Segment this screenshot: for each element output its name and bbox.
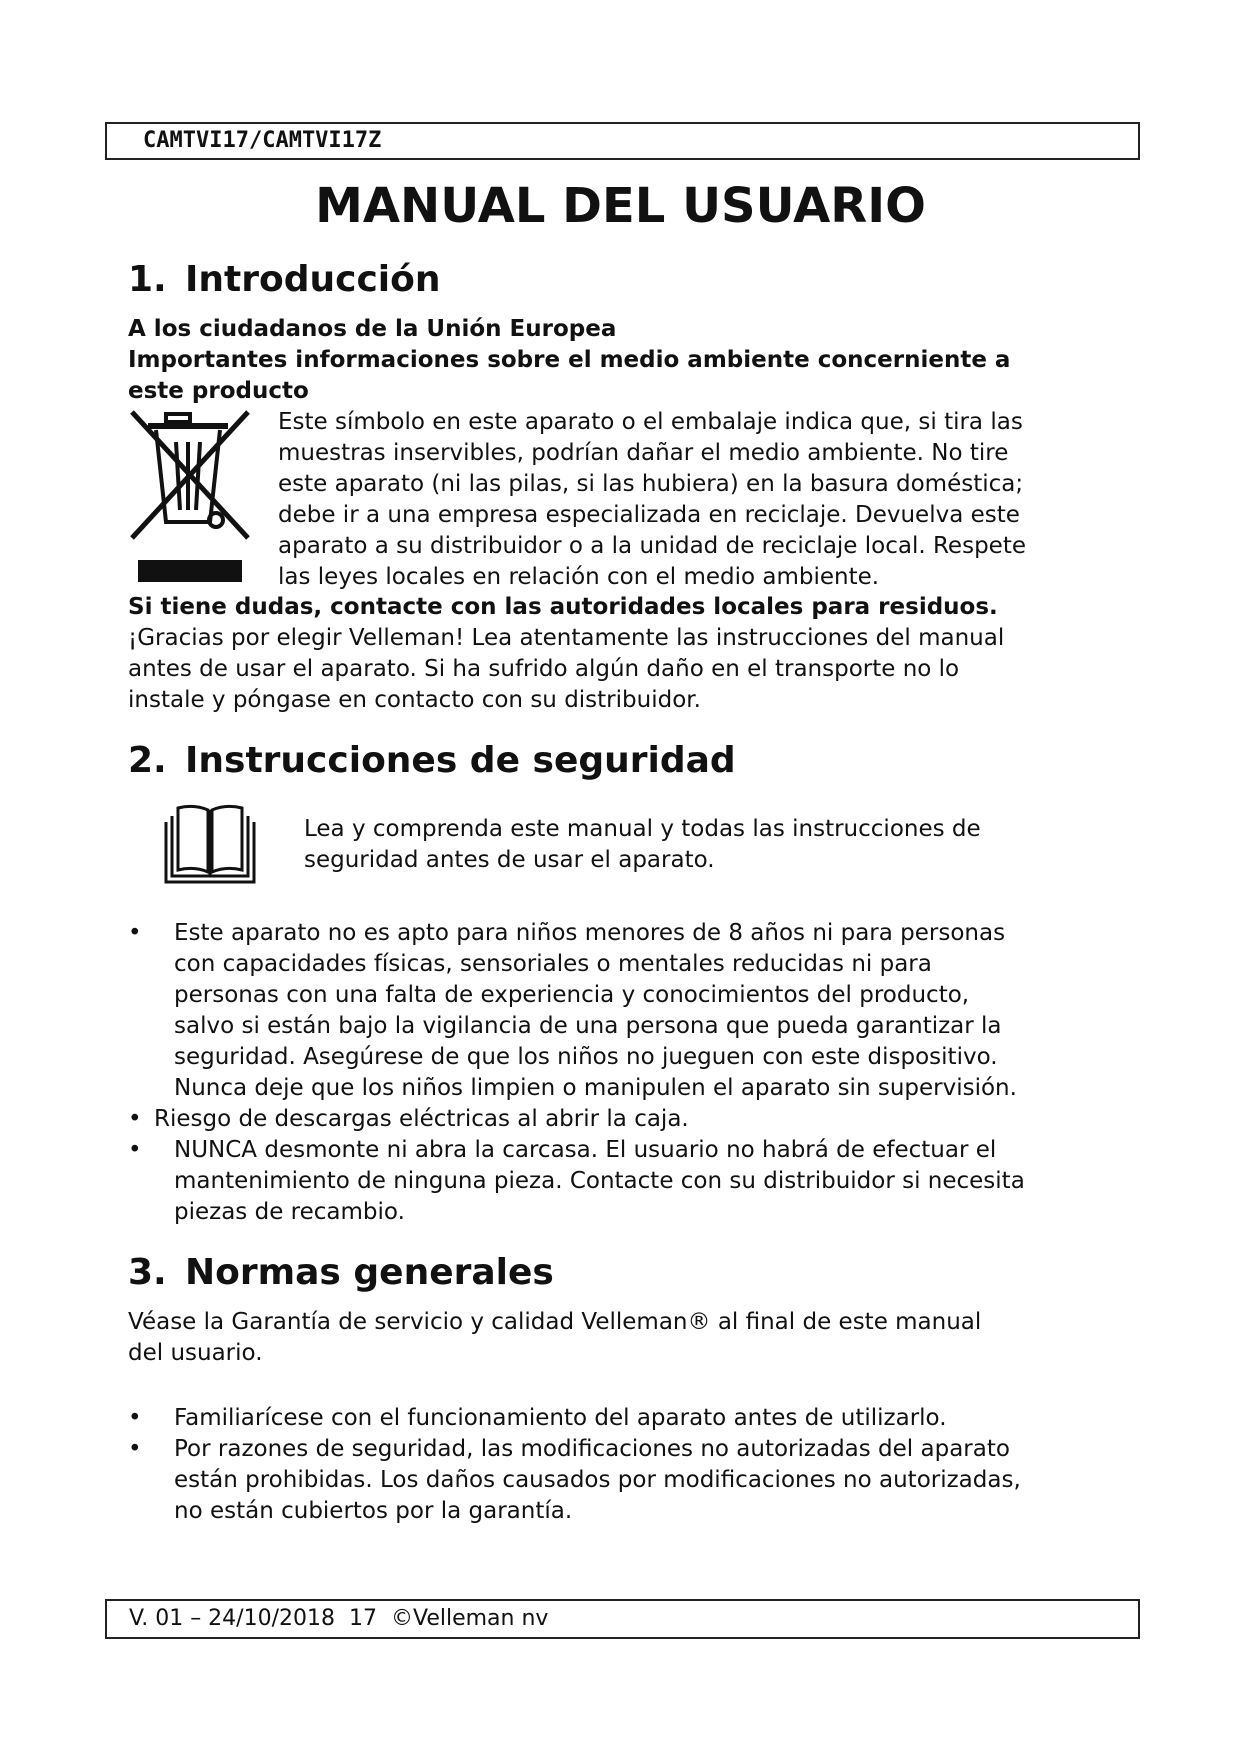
eu-heading: A los ciudadanos de la Unión Europea [128, 316, 617, 342]
section-1-number: 1. [128, 259, 167, 300]
page-number: 17 [348, 1606, 377, 1631]
section-1-title: Introducción [185, 259, 441, 300]
footer-version: V. 01 – 24/10/2018 [129, 1606, 335, 1631]
bullet-icon: • [128, 1106, 142, 1132]
weee-line: debe ir a una empresa especializada en reciclaje. Devuelva este [278, 502, 1020, 528]
section-2-title: Instrucciones de seguridad [185, 740, 736, 781]
read-manual-book-icon [158, 802, 262, 886]
bullet-icon: • [128, 1436, 142, 1462]
bullet-line: Riesgo de descargas eléctricas al abrir la caja. [154, 1106, 689, 1132]
bullet-line: con capacidades físicas, sensoriales o mentales reducidas ni para [174, 951, 932, 977]
section-3-heading [128, 1250, 554, 1296]
footer-copyright: ©Velleman nv [390, 1606, 549, 1631]
weee-crossed-bin-icon [128, 410, 252, 588]
bullet-line: Por razones de seguridad, las modificaciones no autorizadas del aparato [174, 1436, 1010, 1462]
bullet-line: seguridad. Asegúrese de que los niños no jueguen con este dispositivo. [174, 1044, 998, 1070]
model-number: CAMTVI17/CAMTVI17Z [143, 128, 382, 153]
bullet-icon: • [128, 1137, 142, 1163]
bullet-icon: • [128, 920, 142, 946]
weee-line: Este símbolo en este aparato o el embalaje indica que, si tira las [278, 409, 1023, 435]
weee-line: aparato a su distribuidor o a la unidad de reciclaje local. Respete [278, 533, 1026, 559]
read-manual-paragraph [304, 814, 1134, 876]
section-2-heading [128, 738, 736, 784]
warranty-line: del usuario. [128, 1340, 263, 1366]
doubts-contact-line: Si tiene dudas, contacte con las autoridades locales para residuos. [128, 594, 998, 620]
header-model-box [105, 122, 1140, 160]
bullet-line: personas con una falta de experiencia y conocimientos del producto, [174, 982, 970, 1008]
list-item [128, 1403, 1138, 1434]
bullet-line: salvo si están bajo la vigilancia de una persona que pueda garantizar la [174, 1013, 1002, 1039]
bullet-line: no están cubiertos por la garantía. [174, 1498, 573, 1524]
bullet-line: están prohibidas. Los daños causados por modificaciones no autorizadas, [174, 1467, 1021, 1493]
section-2-number: 2. [128, 740, 167, 781]
footer-box [105, 1599, 1140, 1639]
bullet-line: NUNCA desmonte ni abra la carcasa. El usuario no habrá de efectuar el [174, 1137, 997, 1163]
general-rules-bullet-list [128, 1403, 1138, 1527]
thanks-paragraph [128, 623, 1128, 716]
list-item [128, 1434, 1138, 1527]
list-item [128, 1104, 1138, 1135]
section-3-title: Normas generales [185, 1252, 554, 1293]
list-item [128, 918, 1138, 1104]
bullet-line: Familiarícese con el funcionamiento del aparato antes de utilizarlo. [174, 1405, 947, 1431]
bullet-line: Este aparato no es apto para niños menores de 8 años ni para personas [174, 920, 1006, 946]
thanks-line: antes de usar el aparato. Si ha sufrido algún daño en el transporte no lo [128, 656, 960, 682]
bullet-icon: • [128, 1405, 142, 1431]
warranty-paragraph [128, 1307, 1128, 1369]
list-item [128, 1135, 1138, 1228]
safety-bullet-list [128, 918, 1138, 1228]
bullet-line: piezas de recambio. [174, 1199, 405, 1225]
read-manual-line: seguridad antes de usar el aparato. [304, 847, 715, 873]
section-1-heading [128, 257, 441, 303]
env-heading-line-2: este producto [128, 378, 309, 404]
env-heading-line-1: Importantes informaciones sobre el medio ambiente concerniente a [128, 347, 1011, 373]
weee-paragraph [278, 407, 1138, 593]
warranty-line: Véase la Garantía de servicio y calidad Velleman® al final de este manual [128, 1309, 982, 1335]
weee-line: las leyes locales en relación con el medio ambiente. [278, 564, 880, 590]
weee-line: muestras inservibles, podrían dañar el medio ambiente. No tire [278, 440, 1009, 466]
weee-line: este aparato (ni las pilas, si las hubiera) en la basura doméstica; [278, 471, 1024, 497]
page-title: MANUAL DEL USUARIO [315, 178, 926, 234]
read-manual-line: Lea y comprenda este manual y todas las instrucciones de [304, 816, 981, 842]
section-3-number: 3. [128, 1252, 167, 1293]
thanks-line: instale y póngase en contacto con su distribuidor. [128, 687, 701, 713]
bullet-line: Nunca deje que los niños limpien o manipulen el aparato sin supervisión. [174, 1075, 1017, 1101]
thanks-line: ¡Gracias por elegir Velleman! Lea atentamente las instrucciones del manual [128, 625, 1005, 651]
bullet-line: mantenimiento de ninguna pieza. Contacte con su distribuidor si necesita [174, 1168, 1025, 1194]
